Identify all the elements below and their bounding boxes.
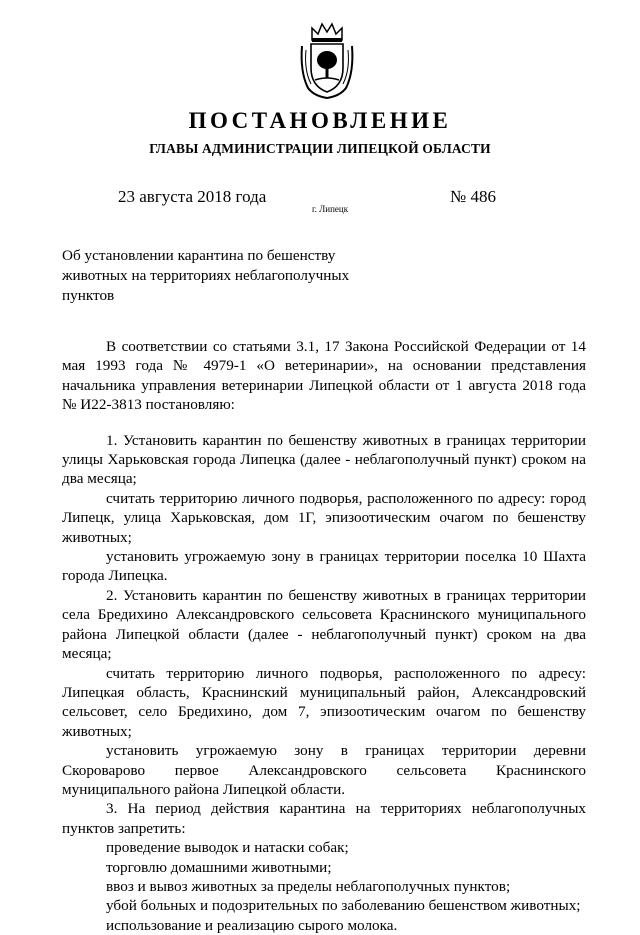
body-paragraph: торговлю домашними животными; (106, 858, 332, 876)
body-paragraph: 2. Установить карантин по бешенству животных в границах территории села Бредихино Александровского сельсовета Краснинского муниципального района Липецкой области (далее - неблагополучный пункт) сроком на два месяца; (62, 586, 586, 663)
document-date: 23 августа 2018 года (118, 187, 267, 206)
body-paragraph: считать территорию личного подворья, расположенного по адресу: Липецкая область, Краснинский муниципальный район, Александровский сельсовет, село Бредихино, дом 7, эпизоотическим очагом по бешенству животных; (62, 664, 586, 740)
body-paragraph: считать территорию личного подворья, расположенного по адресу: город Липецк, улица Харьковская, дом 1Г, эпизоотическим очагом по бешенству животных; (62, 489, 586, 546)
body-paragraph: убой больных и подозрительных по заболеванию бешенством животных; (106, 897, 581, 915)
preamble-paragraph: В соответствии со статьями 3.1, 17 Закона Российской Федерации от 14 мая 1993 года № 4979-1 «О ветеринарии», на основании представления начальника управления ветеринарии Липецкой области от 1 августа 2018 года № И22-3813 постановляю: (62, 338, 586, 414)
document-title: ПОСТАНОВЛЕНИЕ (188, 108, 452, 133)
document-number: № 486 (450, 187, 496, 206)
body-paragraph: ввоз и вывоз животных за пределы неблагополучных пунктов; (106, 877, 511, 895)
document-city: г. Липецк (312, 204, 349, 214)
body-paragraph: установить угрожаемую зону в границах территории поселка 10 Шахта города Липецка. (62, 548, 586, 585)
subject-line: животных на территориях неблагополучных (62, 267, 350, 284)
coat-of-arms-emblem (298, 20, 356, 100)
subject-line: Об установлении карантина по бешенству (62, 247, 336, 264)
document-body (62, 337, 586, 935)
document-subject (62, 246, 372, 306)
body-paragraph: 3. На период действия карантина на территориях неблагополучных пунктов запретить: (62, 800, 586, 837)
body-paragraph: 1. Установить карантин по бешенству животных в границах территории улицы Харьковская города Липецка (далее - неблагополучный пункт) сроком на два месяца; (62, 431, 586, 488)
body-paragraph: установить угрожаемую зону в границах территории деревни Скороварово первое Александровского сельсовета Краснинского муниципального района Липецкой области. (62, 742, 586, 798)
body-paragraph: проведение выводок и натаски собак; (106, 839, 349, 857)
subject-line: пунктов (62, 287, 115, 304)
body-paragraph: использование и реализацию сырого молока. (106, 916, 398, 934)
issuing-authority: ГЛАВЫ АДМИНИСТРАЦИИ ЛИПЕЦКОЙ ОБЛАСТИ (149, 141, 491, 156)
